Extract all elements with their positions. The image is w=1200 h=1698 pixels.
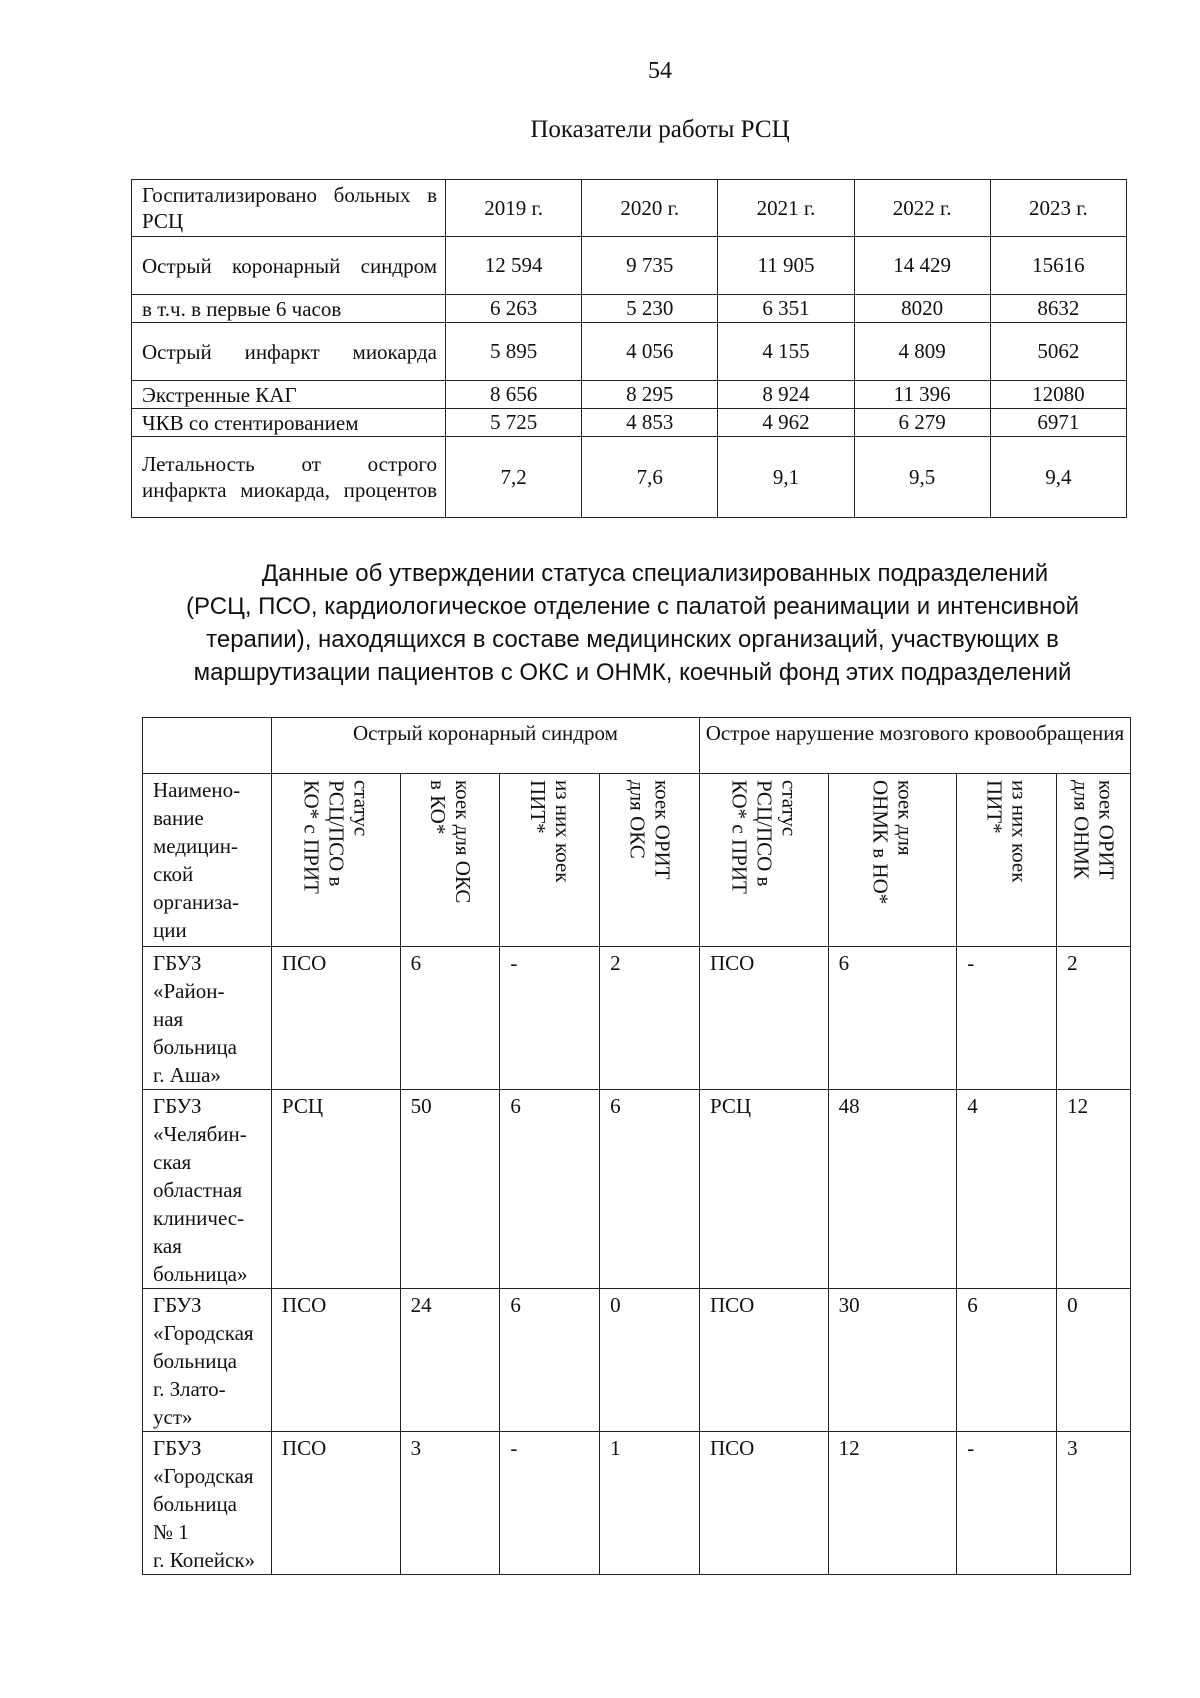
- column-header: из них коек ПИТ*: [500, 774, 600, 947]
- table-cell: 11 396: [854, 381, 990, 409]
- table-cell: 6: [400, 947, 500, 1090]
- table-cell: 9,5: [854, 437, 990, 518]
- heading-line: маршрутизации пациентов с ОКС и ОНМК, коечный фонд этих подразделений: [193, 659, 1072, 686]
- row-label: ЧКВ со стентированием: [132, 409, 446, 437]
- page-number: 54: [648, 58, 672, 84]
- table-cell: ПСО: [271, 1432, 400, 1575]
- table-cell: 2: [600, 947, 700, 1090]
- column-header: из них коек ПИТ*: [957, 774, 1057, 947]
- group-header-stroke: Острое нарушение мозгового кровообращения: [699, 718, 1130, 774]
- header-label-cell: Госпитализировано больных в РСЦ: [132, 180, 446, 237]
- org-name-cell: ГБУЗ «Городская больница г. Злато- уст»: [143, 1289, 272, 1432]
- table-cell: 0: [1057, 1289, 1131, 1432]
- table-cell: 30: [828, 1289, 957, 1432]
- group-header-row: [143, 718, 1131, 774]
- org-name-cell: ГБУЗ «Городская больница № 1 г. Копейск»: [143, 1432, 272, 1575]
- table-cell: 7,6: [582, 437, 718, 518]
- column-header: коек ОРИТ для ОНМК: [1057, 774, 1131, 947]
- table-header-row: [132, 180, 1127, 237]
- table-cell: 6 279: [854, 409, 990, 437]
- table-cell: -: [500, 947, 600, 1090]
- column-header: коек ОРИТ для ОКС: [600, 774, 700, 947]
- table-cell: 24: [400, 1289, 500, 1432]
- row-label: в т.ч. в первые 6 часов: [132, 295, 446, 323]
- row-label: Острый коронарный синдром: [132, 237, 446, 295]
- table-cell: РСЦ: [271, 1090, 400, 1289]
- table-cell: 6: [500, 1289, 600, 1432]
- heading-line: (РСЦ, ПСО, кардиологическое отделение с палатой реанимации и интенсивной: [186, 593, 1079, 620]
- table-cell: -: [957, 1432, 1057, 1575]
- table-cell: 5 230: [582, 295, 718, 323]
- column-header: статус РСЦ/ПСО в КО* с ПРИТ: [271, 774, 400, 947]
- table-row: [143, 1289, 1131, 1432]
- table-cell: 3: [400, 1432, 500, 1575]
- table-cell: 8 656: [446, 381, 582, 409]
- table-cell: 1: [600, 1432, 700, 1575]
- table-cell: 11 905: [718, 237, 854, 295]
- table-cell: 4 155: [718, 323, 854, 381]
- table-cell: 6971: [990, 409, 1126, 437]
- table-cell: 5 895: [446, 323, 582, 381]
- table-cell: 6: [600, 1090, 700, 1289]
- rsc-indicators-table: [131, 179, 1127, 518]
- table-row: [132, 437, 1127, 518]
- table-cell: 48: [828, 1090, 957, 1289]
- year-header: 2019 г.: [446, 180, 582, 237]
- table-cell: ПСО: [699, 947, 828, 1090]
- table-cell: 14 429: [854, 237, 990, 295]
- heading-line: терапии), находящихся в составе медицинских организаций, участвующих в: [206, 626, 1059, 653]
- row-label: Экстренные КАГ: [132, 381, 446, 409]
- table-cell: 12080: [990, 381, 1126, 409]
- table-cell: -: [500, 1432, 600, 1575]
- table-cell: 8632: [990, 295, 1126, 323]
- table-cell: 8 295: [582, 381, 718, 409]
- table-row: [132, 295, 1127, 323]
- table-row: [132, 409, 1127, 437]
- column-header: коек для ОНМК в НО*: [828, 774, 957, 947]
- table-cell: 4 056: [582, 323, 718, 381]
- table-cell: 12: [828, 1432, 957, 1575]
- table-cell: 6 263: [446, 295, 582, 323]
- table-cell: 9 735: [582, 237, 718, 295]
- table-cell: 8020: [854, 295, 990, 323]
- table-row: [132, 381, 1127, 409]
- table-cell: 7,2: [446, 437, 582, 518]
- org-name-cell: ГБУЗ «Район- ная больница г. Аша»: [143, 947, 272, 1090]
- group-header-acs: Острый коронарный синдром: [271, 718, 699, 774]
- table-cell: 6: [500, 1090, 600, 1289]
- table-cell: 9,4: [990, 437, 1126, 518]
- units-status-table: [142, 717, 1131, 1575]
- table-cell: 5062: [990, 323, 1126, 381]
- org-name-cell: ГБУЗ «Челябин- ская областная клиничес- кая больница»: [143, 1090, 272, 1289]
- table-cell: -: [957, 947, 1057, 1090]
- column-header: коек для ОКС в КО*: [400, 774, 500, 947]
- column-header-row: [143, 774, 1131, 947]
- org-name-header: Наимено- вание медицин- ской организа- ции: [143, 774, 272, 947]
- table-row: [143, 1090, 1131, 1289]
- table-cell: ПСО: [699, 1289, 828, 1432]
- table-cell: 50: [400, 1090, 500, 1289]
- row-label: Острый инфаркт миокарда: [132, 323, 446, 381]
- table-cell: 4 962: [718, 409, 854, 437]
- table-cell: 15616: [990, 237, 1126, 295]
- year-header: 2022 г.: [854, 180, 990, 237]
- table-cell: 6 351: [718, 295, 854, 323]
- table-cell: 4: [957, 1090, 1057, 1289]
- heading-line: Данные об утверждении статуса специализированных подразделений: [261, 560, 1049, 587]
- table-cell: ПСО: [271, 1289, 400, 1432]
- year-header: 2020 г.: [582, 180, 718, 237]
- table-cell: 2: [1057, 947, 1131, 1090]
- table-cell: 0: [600, 1289, 700, 1432]
- table-row: [143, 947, 1131, 1090]
- section-heading: [145, 557, 1120, 689]
- table-cell: 6: [828, 947, 957, 1090]
- table-cell: ПСО: [699, 1432, 828, 1575]
- table-cell: 12 594: [446, 237, 582, 295]
- empty-corner-cell: [143, 718, 272, 774]
- table-cell: 6: [957, 1289, 1057, 1432]
- column-header: статус РСЦ/ПСО в КО* с ПРИТ: [699, 774, 828, 947]
- year-header: 2023 г.: [990, 180, 1126, 237]
- table-cell: 9,1: [718, 437, 854, 518]
- year-header: 2021 г.: [718, 180, 854, 237]
- table1-title: Показатели работы РСЦ: [530, 116, 790, 143]
- table-cell: 3: [1057, 1432, 1131, 1575]
- table-cell: 12: [1057, 1090, 1131, 1289]
- table-row: [143, 1432, 1131, 1575]
- table-cell: 5 725: [446, 409, 582, 437]
- table-cell: 4 853: [582, 409, 718, 437]
- table-row: [132, 323, 1127, 381]
- table-row: [132, 237, 1127, 295]
- table-cell: 8 924: [718, 381, 854, 409]
- table-cell: 4 809: [854, 323, 990, 381]
- row-label: Летальность от острого инфаркта миокарда, процентов: [132, 437, 446, 518]
- table-cell: ПСО: [271, 947, 400, 1090]
- table-cell: РСЦ: [699, 1090, 828, 1289]
